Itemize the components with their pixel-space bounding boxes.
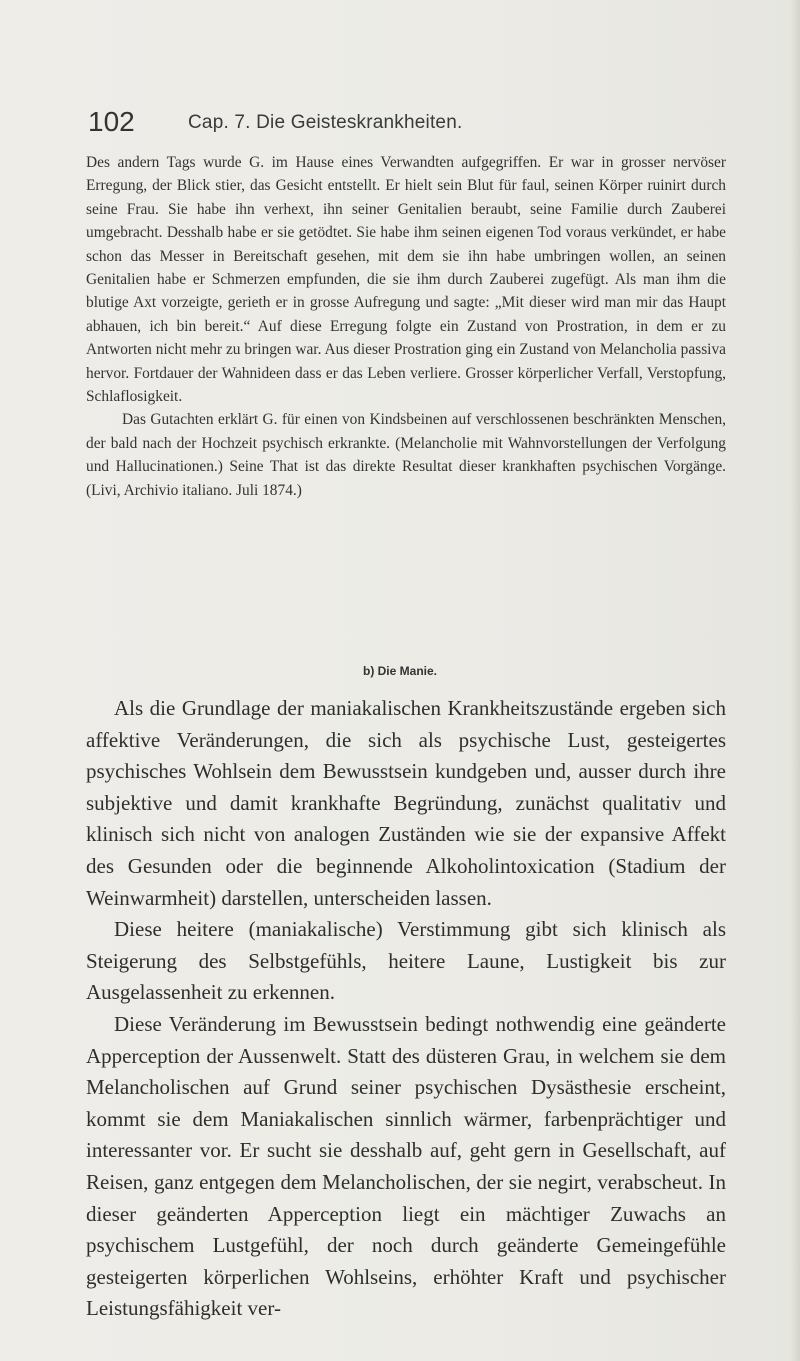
body-paragraph: Diese Veränderung im Bewusstsein bedingt nothwendig eine geänderte Apperception der Aussenwelt. Statt des düsteren Grau, in welchem sie dem Melancholischen auf Grund seiner psychischen Dysästhesie erscheint, kommt sie dem Maniakalischen sinnlich wärmer, farbenprächtiger und interessanter vor. Er sucht sie desshalb auf, geht gern in Gesellschaft, auf Reisen, ganz entgegen dem Melancholischen, der sie negirt, verabscheut. In dieser geänderten Apperception liegt ein mächtiger Zuwachs an psychischem Lustgefühl, der noch durch geänderte Gemeingefühle gesteigerten körperlichen Wohlseins, erhöhter Kraft und psychischer Leistungsfähigkeit ver- [86,1011,726,1321]
main-text-block [86,693,726,1325]
running-head: Cap. 7. Die Geisteskrankheiten. [188,112,463,133]
page-header [88,106,748,142]
body-paragraph: Als die Grundlage der maniakalischen Krankheitszustände ergeben sich affektive Veränderungen, die sich als psychische Lust, gesteigertes psychisches Wohlsein dem Bewusstsein kundgeben und, ausser durch ihre subjektive und damit krankhafte Begründung, zunächst qualitativ und klinisch sich nicht von analogen Zuständen wie sie der expansive Affekt des Gesunden oder die beginnende Alkoholintoxication (Stadium der Weinwarmheit) darstellen, unterscheiden lassen. [86,696,726,910]
case-paragraph: Des andern Tags wurde G. im Hause eines Verwandten aufgegriffen. Er war in grosser nervöser Erregung, der Blick stier, das Gesicht entstellt. Er hielt sein Blut für faul, seinen Körper ruinirt durch seine Frau. Sie habe ihn verhext, ihn seiner Genitalien beraubt, seine Familie durch Zauberei umgebracht. Desshalb habe er sie getödtet. Sie habe ihm seinen eigenen Tod voraus verkündet, er habe schon das Messer in Bereitschaft gesehen, mit dem sie ihn habe umbringen wollen, an seinen Genitalien habe er Schmerzen empfunden, die sie ihm durch Zauberei zugefügt. Als man ihm die blutige Axt vorzeigte, gerieth er in grosse Aufregung und sagte: „Mit dieser wird man mir das Haupt abhauen, ich bin bereit.“ Auf diese Erregung folgte ein Zustand von Prostration, in dem er zu Antworten nicht mehr zu bringen war. Aus dieser Prostration ging ein Zustand von Melancholia passiva hervor. Fortdauer der Wahnideen dass er das Leben verliere. Grosser körperlicher Verfall, Verstopfung, Schlaflosigkeit. [86,154,726,406]
section-subheading: b) Die Manie. [362,664,437,678]
page-edge-shadow [790,0,800,1361]
page-number: 102 [88,106,135,137]
body-paragraph: Diese heitere (maniakalische) Verstimmung gibt sich klinisch als Steigerung des Selbstgefühls, heitere Laune, Lustigkeit bis zur Ausgelassenheit zu erkennen. [86,917,726,1005]
case-paragraph: Das Gutachten erklärt G. für einen von Kindsbeinen auf verschlossenen beschränkten Menschen, der bald nach der Hochzeit psychisch erkrankte. (Melancholie mit Wahnvorstellungen der Verfolgung und Hallucinationen.) Seine That ist das direkte Resultat dieser krankhaften psychischen Vorgänge. (Livi, Archivio italiano. Juli 1874.) [86,411,726,499]
case-report-block [86,151,726,502]
